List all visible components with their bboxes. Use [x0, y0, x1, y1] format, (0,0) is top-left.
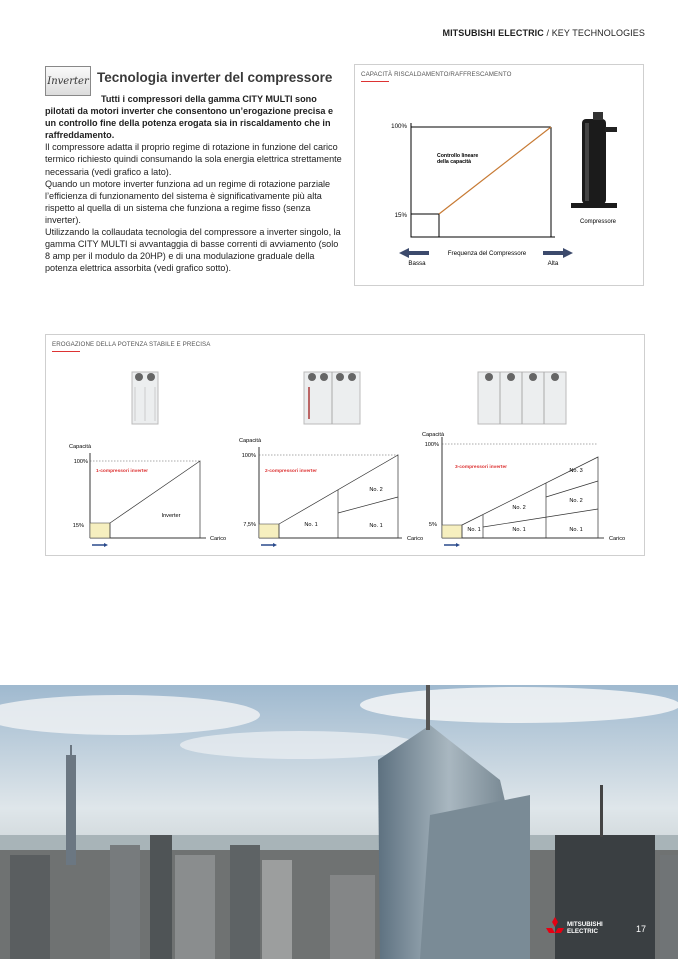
panel-2-min-box [259, 524, 279, 538]
compressor-label: Compressore [579, 219, 617, 225]
panel-2-region-1b: No. 1 [369, 523, 383, 529]
logo-line2: ELECTRIC [567, 928, 598, 935]
x-low-label: Bassa [408, 260, 426, 267]
outdoor-unit-3-image [478, 372, 566, 424]
y-tick-100: 100% [391, 123, 407, 130]
power-delivery-title: EROGAZIONE DELLA POTENZA STABILE E PRECISA [52, 341, 211, 348]
mitsubishi-diamonds-icon [546, 916, 626, 940]
capacity-chart [355, 65, 645, 287]
panel-1-name: 1-compressori inverter [96, 469, 148, 474]
capacity-chart-box [354, 64, 644, 286]
panel-3-ymin: 5% [428, 522, 437, 528]
panel-3-region-3: No. 3 [569, 468, 583, 474]
lead-part1: Tutti i compressori della gamma CITY [101, 94, 263, 104]
panel-3-region-1a: No. 1 [467, 527, 481, 533]
panel-2-region-1a: No. 1 [304, 522, 318, 528]
panel-3-region-2b: No. 2 [569, 498, 583, 504]
brand-name: MITSUBISHI ELECTRIC [442, 28, 544, 38]
panel-3-xlabel: Carico [609, 536, 626, 542]
panel-2-arrow-icon [261, 543, 277, 547]
min-capacity-box [411, 214, 439, 237]
panel-1 [69, 444, 226, 547]
capacity-series-line [439, 127, 551, 214]
panel-1-ymin: 15% [72, 523, 84, 529]
page-number: 17 [635, 924, 646, 934]
panel-2-xlabel: Carico [407, 536, 424, 542]
panel-1-xlabel: Carico [210, 536, 227, 542]
power-delivery-chart [46, 335, 646, 557]
inverter-badge: Inverter [45, 66, 91, 96]
panel-1-min-box [90, 523, 110, 538]
paragraph-1: Il compressore adatta il proprio regime di rotazione in funzione del carico termico richiesto quindi consumando la sola energia elettrica strettamente necessaria (vedi grafico a lato). [45, 142, 342, 177]
panel-3 [422, 432, 625, 547]
panel-1-arrow-icon [92, 543, 108, 547]
section-heading [45, 66, 345, 96]
panel-2-ymin: 7,5% [243, 522, 256, 528]
panel-3-min-box [442, 525, 462, 538]
panel-2-ymax: 100% [241, 453, 256, 459]
y-tick-15: 15% [394, 212, 407, 219]
panel-3-region-2a: No. 2 [512, 505, 526, 511]
section-title: Tecnologia inverter del compressore [97, 70, 333, 85]
outdoor-unit-2-image [304, 372, 360, 424]
panel-2-name: 2-compressori inverter [265, 469, 317, 474]
panel-2-region-2: No. 2 [369, 487, 383, 493]
header-brand [442, 28, 645, 38]
outdoor-unit-1-image [132, 372, 158, 424]
panel-3-region-1b: No. 1 [512, 527, 526, 533]
arrow-right-icon [543, 248, 573, 258]
panel-1-ylabel: Capacità [69, 444, 92, 450]
panel-3-arrow-icon [444, 543, 460, 547]
lead-paragraph [45, 93, 345, 141]
x-axis-label: Frequenza del Compressore [447, 250, 527, 257]
lead-part2: MULTI sono pilotati da motori inverter che consentono un’erogazione precisa e un controllo fine della potenza erogata sia in riscaldamento che in raffreddamento. [45, 94, 334, 141]
compressor-image [571, 112, 617, 208]
panel-2-ylabel: Capacità [239, 438, 262, 444]
section-name: / KEY TECHNOLOGIES [543, 28, 645, 38]
panel-3-name: 3-compressori inverter [455, 465, 507, 470]
arrow-left-icon [399, 248, 429, 258]
panel-3-ymax: 100% [424, 442, 439, 448]
panel-2 [239, 438, 423, 547]
body-text [45, 93, 345, 274]
x-high-label: Alta [547, 260, 559, 267]
mitsubishi-logo [546, 916, 626, 945]
annotation-line2: della capacità [437, 159, 472, 165]
paragraph-3: Utilizzando la collaudata tecnologia del compressore a inverter singolo, la gamma CITY MULTI si avvantaggia di basse correnti di avviamento (solo 8 amp per il modulo da 20HP) e di una modulazione graduale della potenza elettrica assorbita (vedi grafico sotto). [45, 227, 341, 274]
capacity-chart-title: CAPACITÀ RISCALDAMENTO/RAFFRESCAMENTO [361, 71, 512, 78]
panel-1-region-inverter: Inverter [161, 513, 181, 519]
power-delivery-box [45, 334, 645, 556]
annotation-line1: Controllo lineare [437, 153, 479, 159]
logo-line1: MITSUBISHI [567, 921, 603, 928]
panel-3-region-1c: No. 1 [569, 527, 583, 533]
panel-3-ylabel: Capacità [422, 432, 445, 438]
paragraph-2: Quando un motore inverter funziona ad un regime di rotazione parziale l’efficienza di funzionamento del sistema è significativamente più alta rispetto al quella di un sistema che funziona a regime fisso (senza inverter). [45, 178, 331, 225]
panel-1-ymax: 100% [73, 459, 88, 465]
